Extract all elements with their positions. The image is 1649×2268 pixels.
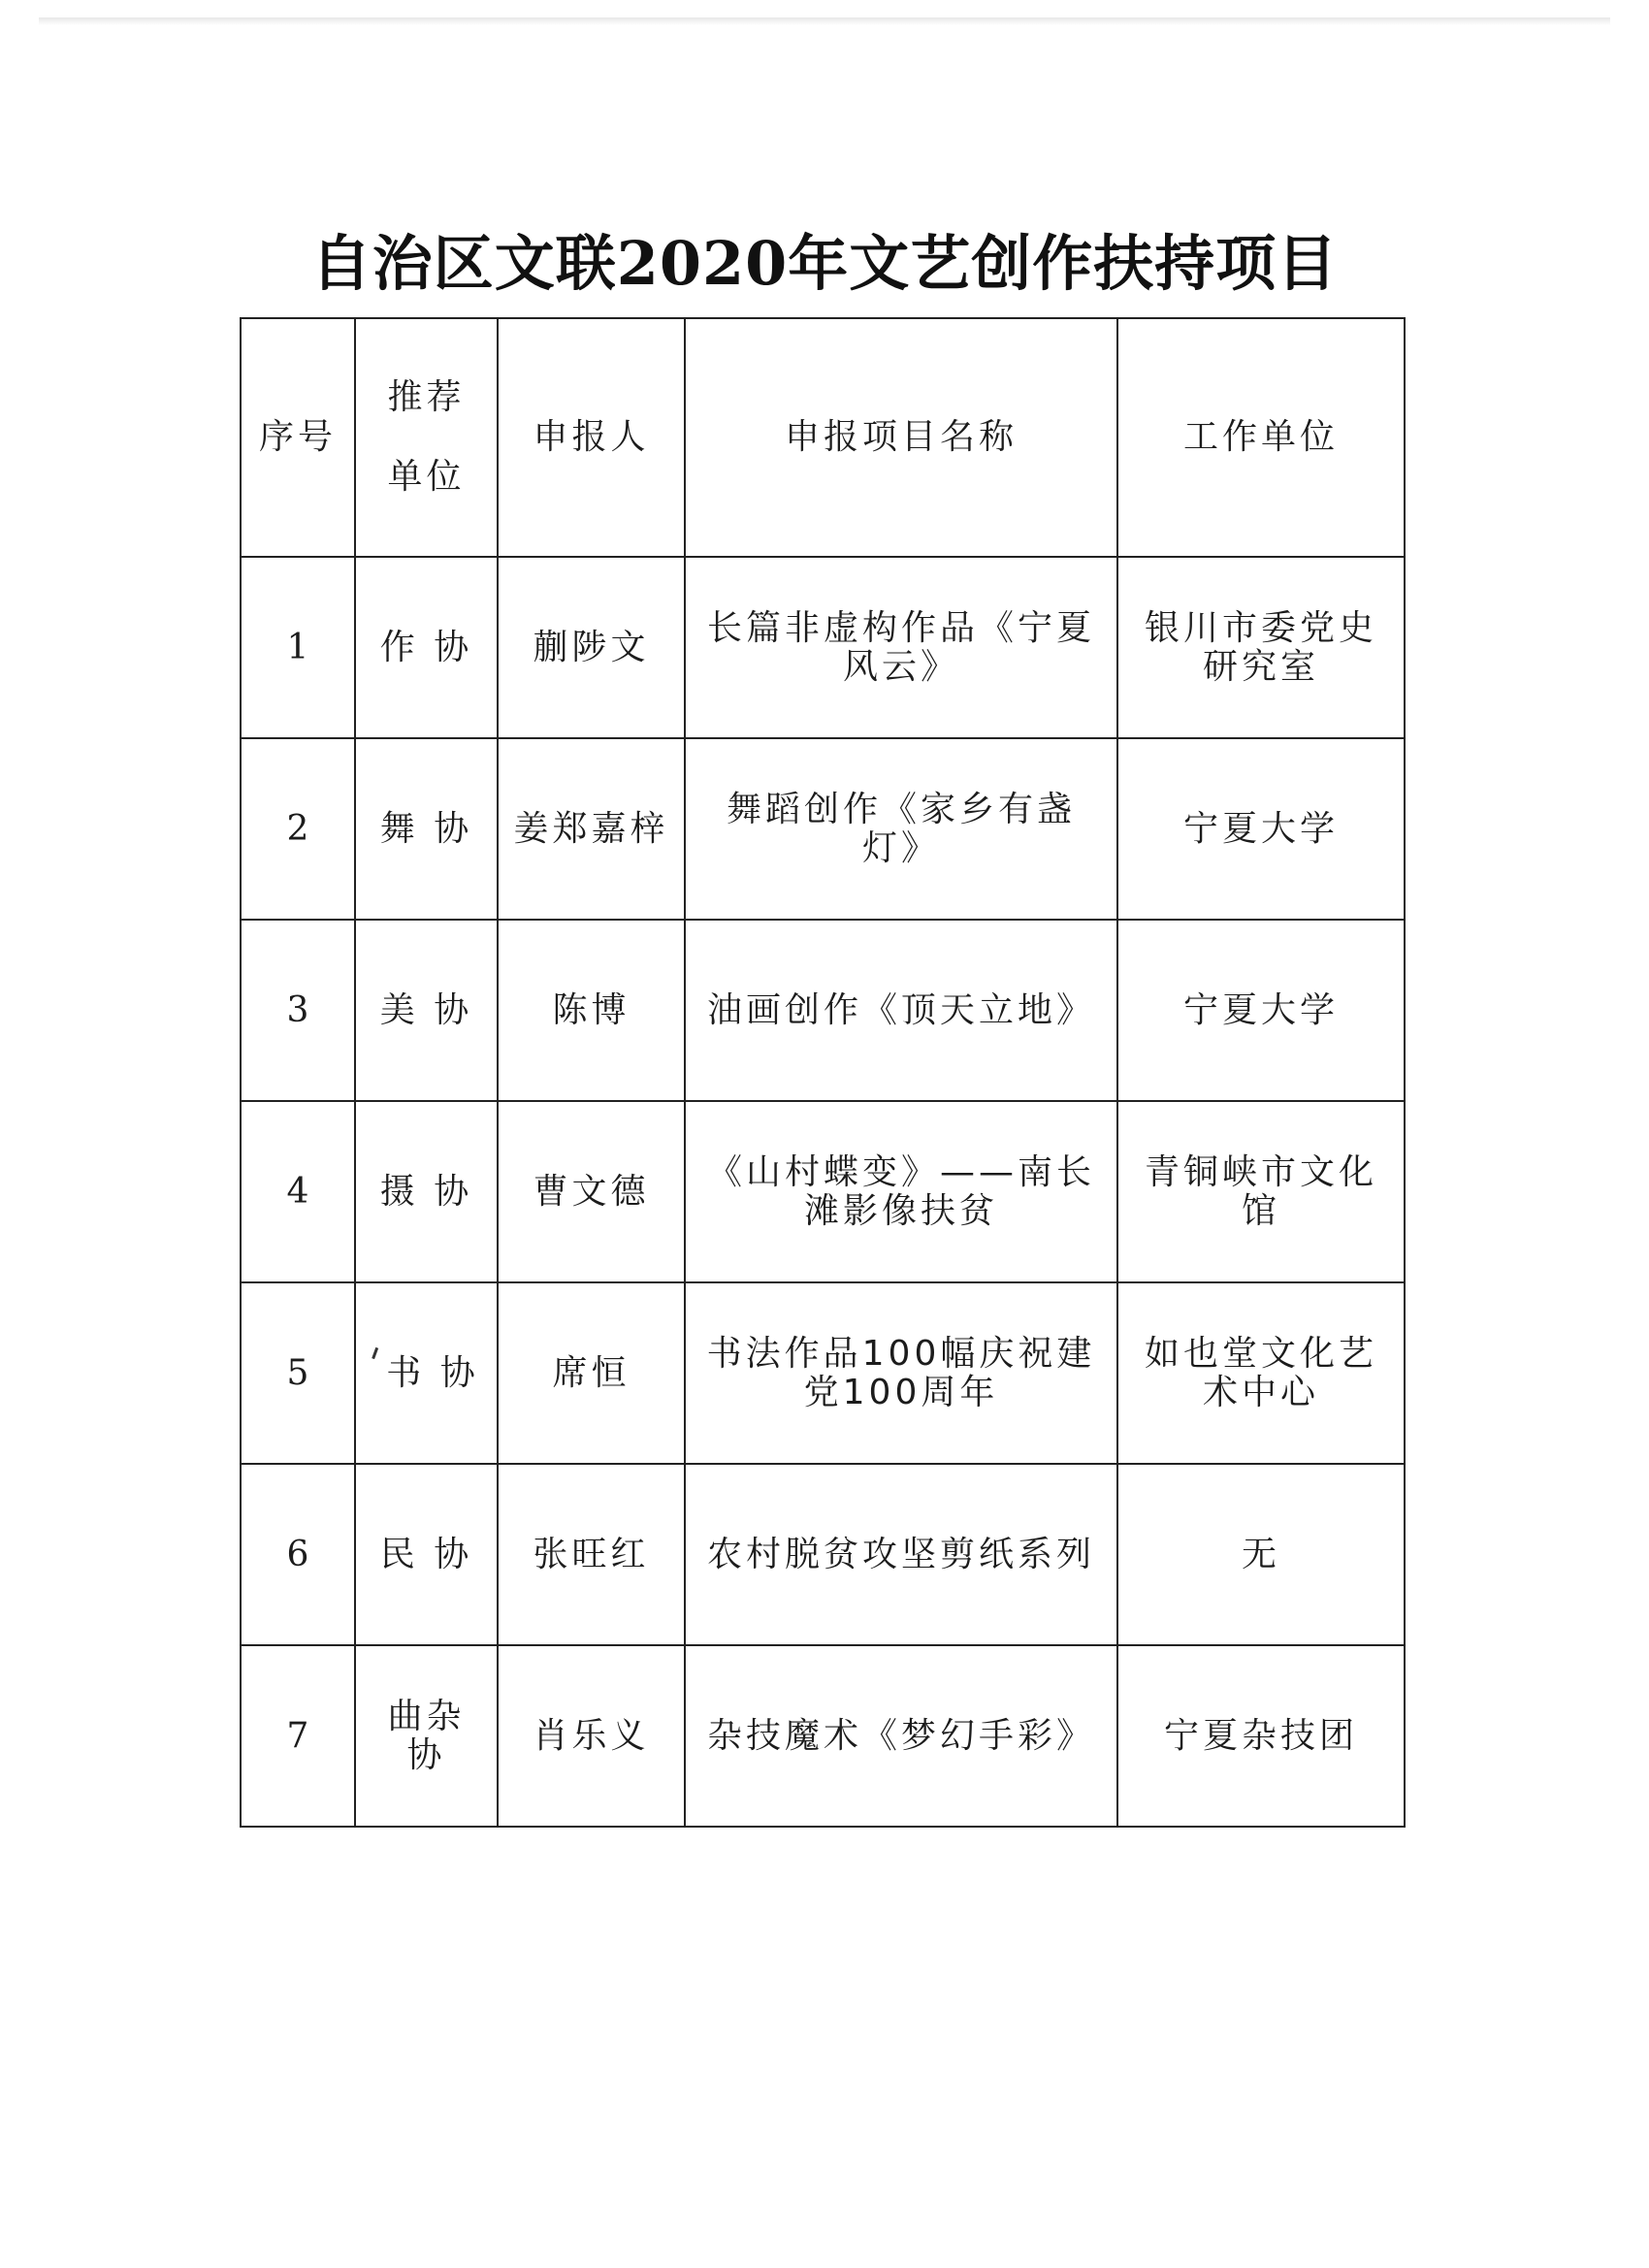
cell-applicant: 张旺红: [498, 1464, 685, 1645]
header-unit: [355, 318, 498, 557]
cell-workplace: 银川市委党史研究室: [1117, 557, 1405, 738]
cell-unit: [355, 1282, 498, 1464]
cell-workplace: 宁夏大学: [1117, 920, 1405, 1101]
cell-applicant: 陈博: [498, 920, 685, 1101]
cell-unit: 摄 协: [355, 1101, 498, 1282]
cell-applicant: 曹文德: [498, 1101, 685, 1282]
table-row: [241, 920, 1405, 1101]
cell-no: 6: [241, 1464, 355, 1645]
scan-edge-shadow: [39, 17, 1610, 25]
cell-no: 7: [241, 1645, 355, 1827]
table-row: [241, 1464, 1405, 1645]
table-row: [241, 1282, 1405, 1464]
header-workplace: 工作单位: [1117, 318, 1405, 557]
cell-no: 5: [241, 1282, 355, 1464]
cell-project: 杂技魔术《梦幻手彩》: [685, 1645, 1117, 1827]
cell-unit: 美 协: [355, 920, 498, 1101]
cell-unit: 作 协: [355, 557, 498, 738]
cell-project: 书法作品100幅庆祝建党100周年: [685, 1282, 1117, 1464]
cell-applicant: 席恒: [498, 1282, 685, 1464]
cell-project: 油画创作《顶天立地》: [685, 920, 1117, 1101]
table-row: [241, 1101, 1405, 1282]
cell-workplace: 宁夏杂技团: [1117, 1645, 1405, 1827]
cell-workplace: 如也堂文化艺术中心: [1117, 1282, 1405, 1464]
table-header-row: [241, 318, 1405, 557]
cell-no: 4: [241, 1101, 355, 1282]
cell-no: 3: [241, 920, 355, 1101]
cell-unit: 曲杂协: [355, 1645, 498, 1827]
cell-project: 长篇非虚构作品《宁夏风云》: [685, 557, 1117, 738]
cell-unit-text: 书 协: [386, 1352, 479, 1393]
cell-project: 《山村蝶变》——南长滩影像扶贫: [685, 1101, 1117, 1282]
header-unit-line1: 推荐: [387, 377, 466, 417]
header-no: 序号: [241, 318, 355, 557]
document-title: 自治区文联2020年文艺创作扶持项目: [310, 228, 1339, 299]
table-row: [241, 738, 1405, 920]
table-row: [241, 557, 1405, 738]
project-table: [240, 317, 1406, 1828]
cell-no: 1: [241, 557, 355, 738]
cell-applicant: 姜郑嘉梓: [498, 738, 685, 920]
cell-workplace: 无: [1117, 1464, 1405, 1645]
header-unit-line2: 单位: [387, 457, 466, 497]
pen-tick-mark: [372, 1346, 384, 1360]
cell-project: 农村脱贫攻坚剪纸系列: [685, 1464, 1117, 1645]
cell-unit: 舞 协: [355, 738, 498, 920]
table-row: [241, 1645, 1405, 1827]
cell-unit: 民 协: [355, 1464, 498, 1645]
header-project: 申报项目名称: [685, 318, 1117, 557]
cell-workplace: 青铜峡市文化馆: [1117, 1101, 1405, 1282]
cell-no: 2: [241, 738, 355, 920]
cell-applicant: 蒯陟文: [498, 557, 685, 738]
cell-project: 舞蹈创作《家乡有盏灯》: [685, 738, 1117, 920]
cell-applicant: 肖乐义: [498, 1645, 685, 1827]
cell-workplace: 宁夏大学: [1117, 738, 1405, 920]
header-applicant: 申报人: [498, 318, 685, 557]
